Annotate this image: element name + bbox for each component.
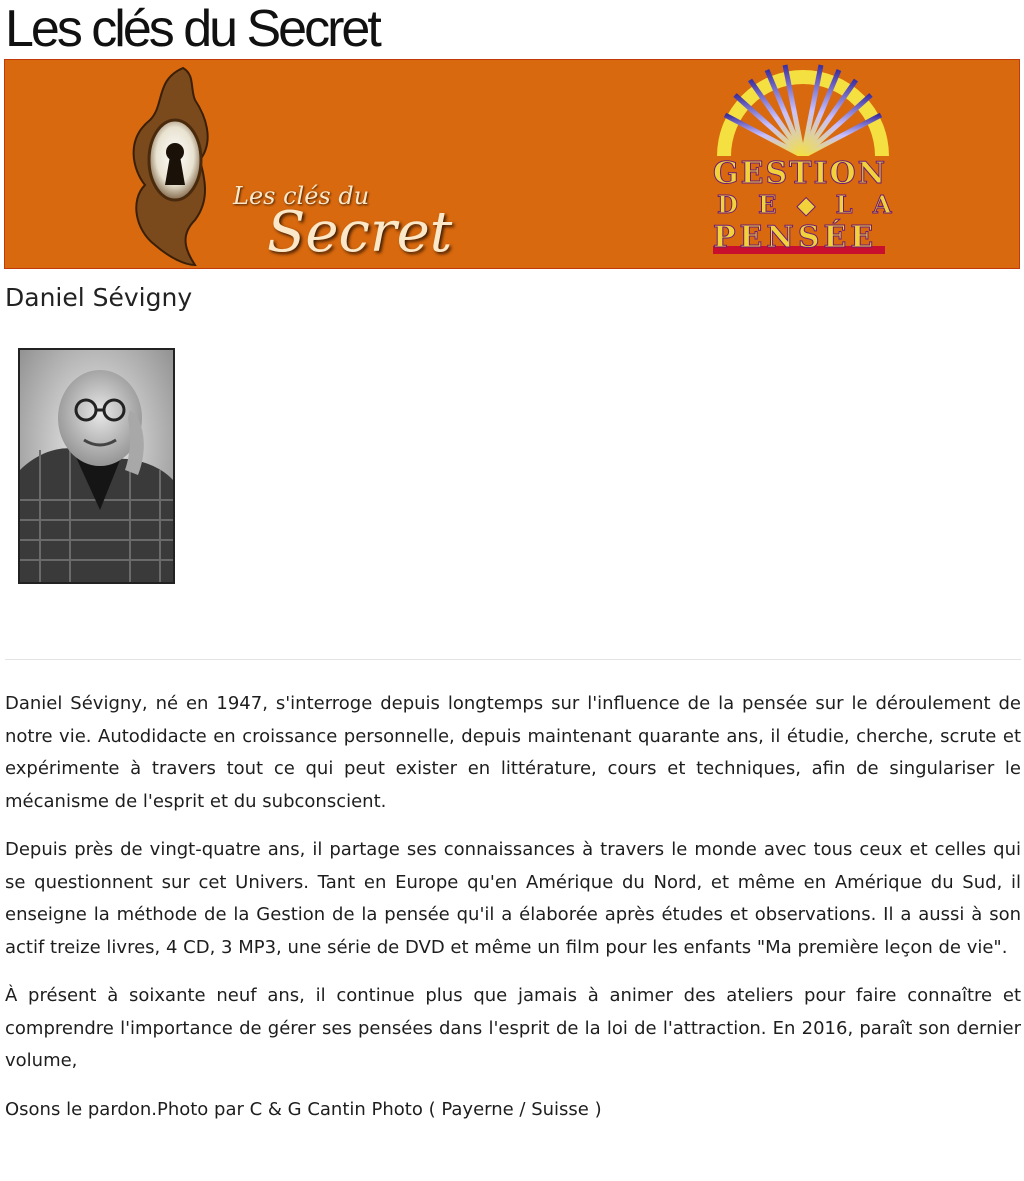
bio-paragraph: Depuis près de vingt-quatre ans, il partage ses connaissances à travers le monde avec tous ceux et celles qui se questionnent sur cet Univers. Tant en Europe qu'en Amérique du Nord, et même en Amérique du Sud, il enseigne la méthode de la Gestion de la pensée qu'il a élaborée après études et observations. Il a aussi à son actif treize livres, 4 CD, 3 MP3, une série de DVD et même un film pour les enfants "Ma première leçon de vie". xyxy=(5,839,1021,958)
banner-logo-line1: Les clés du xyxy=(233,182,370,210)
bio-paragraph: Daniel Sévigny, né en 1947, s'interroge depuis longtemps sur l'influence de la pensée sur le déroulement de notre vie. Autodidacte en croissance personnelle, depuis maintenant quarante ans, il étudie, cherche, scrute et expérimente à travers tout ce qui peut exister en littérature, cours et techniques, afin de singulariser le mécanisme de l'esprit et du subconscient. xyxy=(5,693,1021,812)
author-bio xyxy=(5,688,1021,1142)
banner-logo-line2: Secret xyxy=(267,200,453,265)
keyhole-plate-icon xyxy=(134,68,208,265)
de-la-text: D E ◆ L A xyxy=(717,190,898,219)
pensee-text: PENSÉE xyxy=(713,220,878,255)
bio-paragraph: À présent à soixante neuf ans, il continue plus que jamais à animer des ateliers pour faire connaître et comprendre l'importance de gérer ses pensées dans l'esprit de la loi de l'attraction. En 2016, paraît son dernier volume, xyxy=(5,985,1021,1071)
bio-paragraph: Osons le pardon.Photo par C & G Cantin Photo ( Payerne / Suisse ) xyxy=(5,1098,602,1120)
site-title: Les clés du Secret xyxy=(5,0,379,58)
section-divider xyxy=(5,659,1021,660)
author-portrait xyxy=(18,348,175,584)
gestion-text: GESTION xyxy=(713,156,888,191)
header-banner xyxy=(4,59,1020,269)
author-name: Daniel Sévigny xyxy=(5,283,193,312)
portrait-photo-icon xyxy=(20,350,173,582)
